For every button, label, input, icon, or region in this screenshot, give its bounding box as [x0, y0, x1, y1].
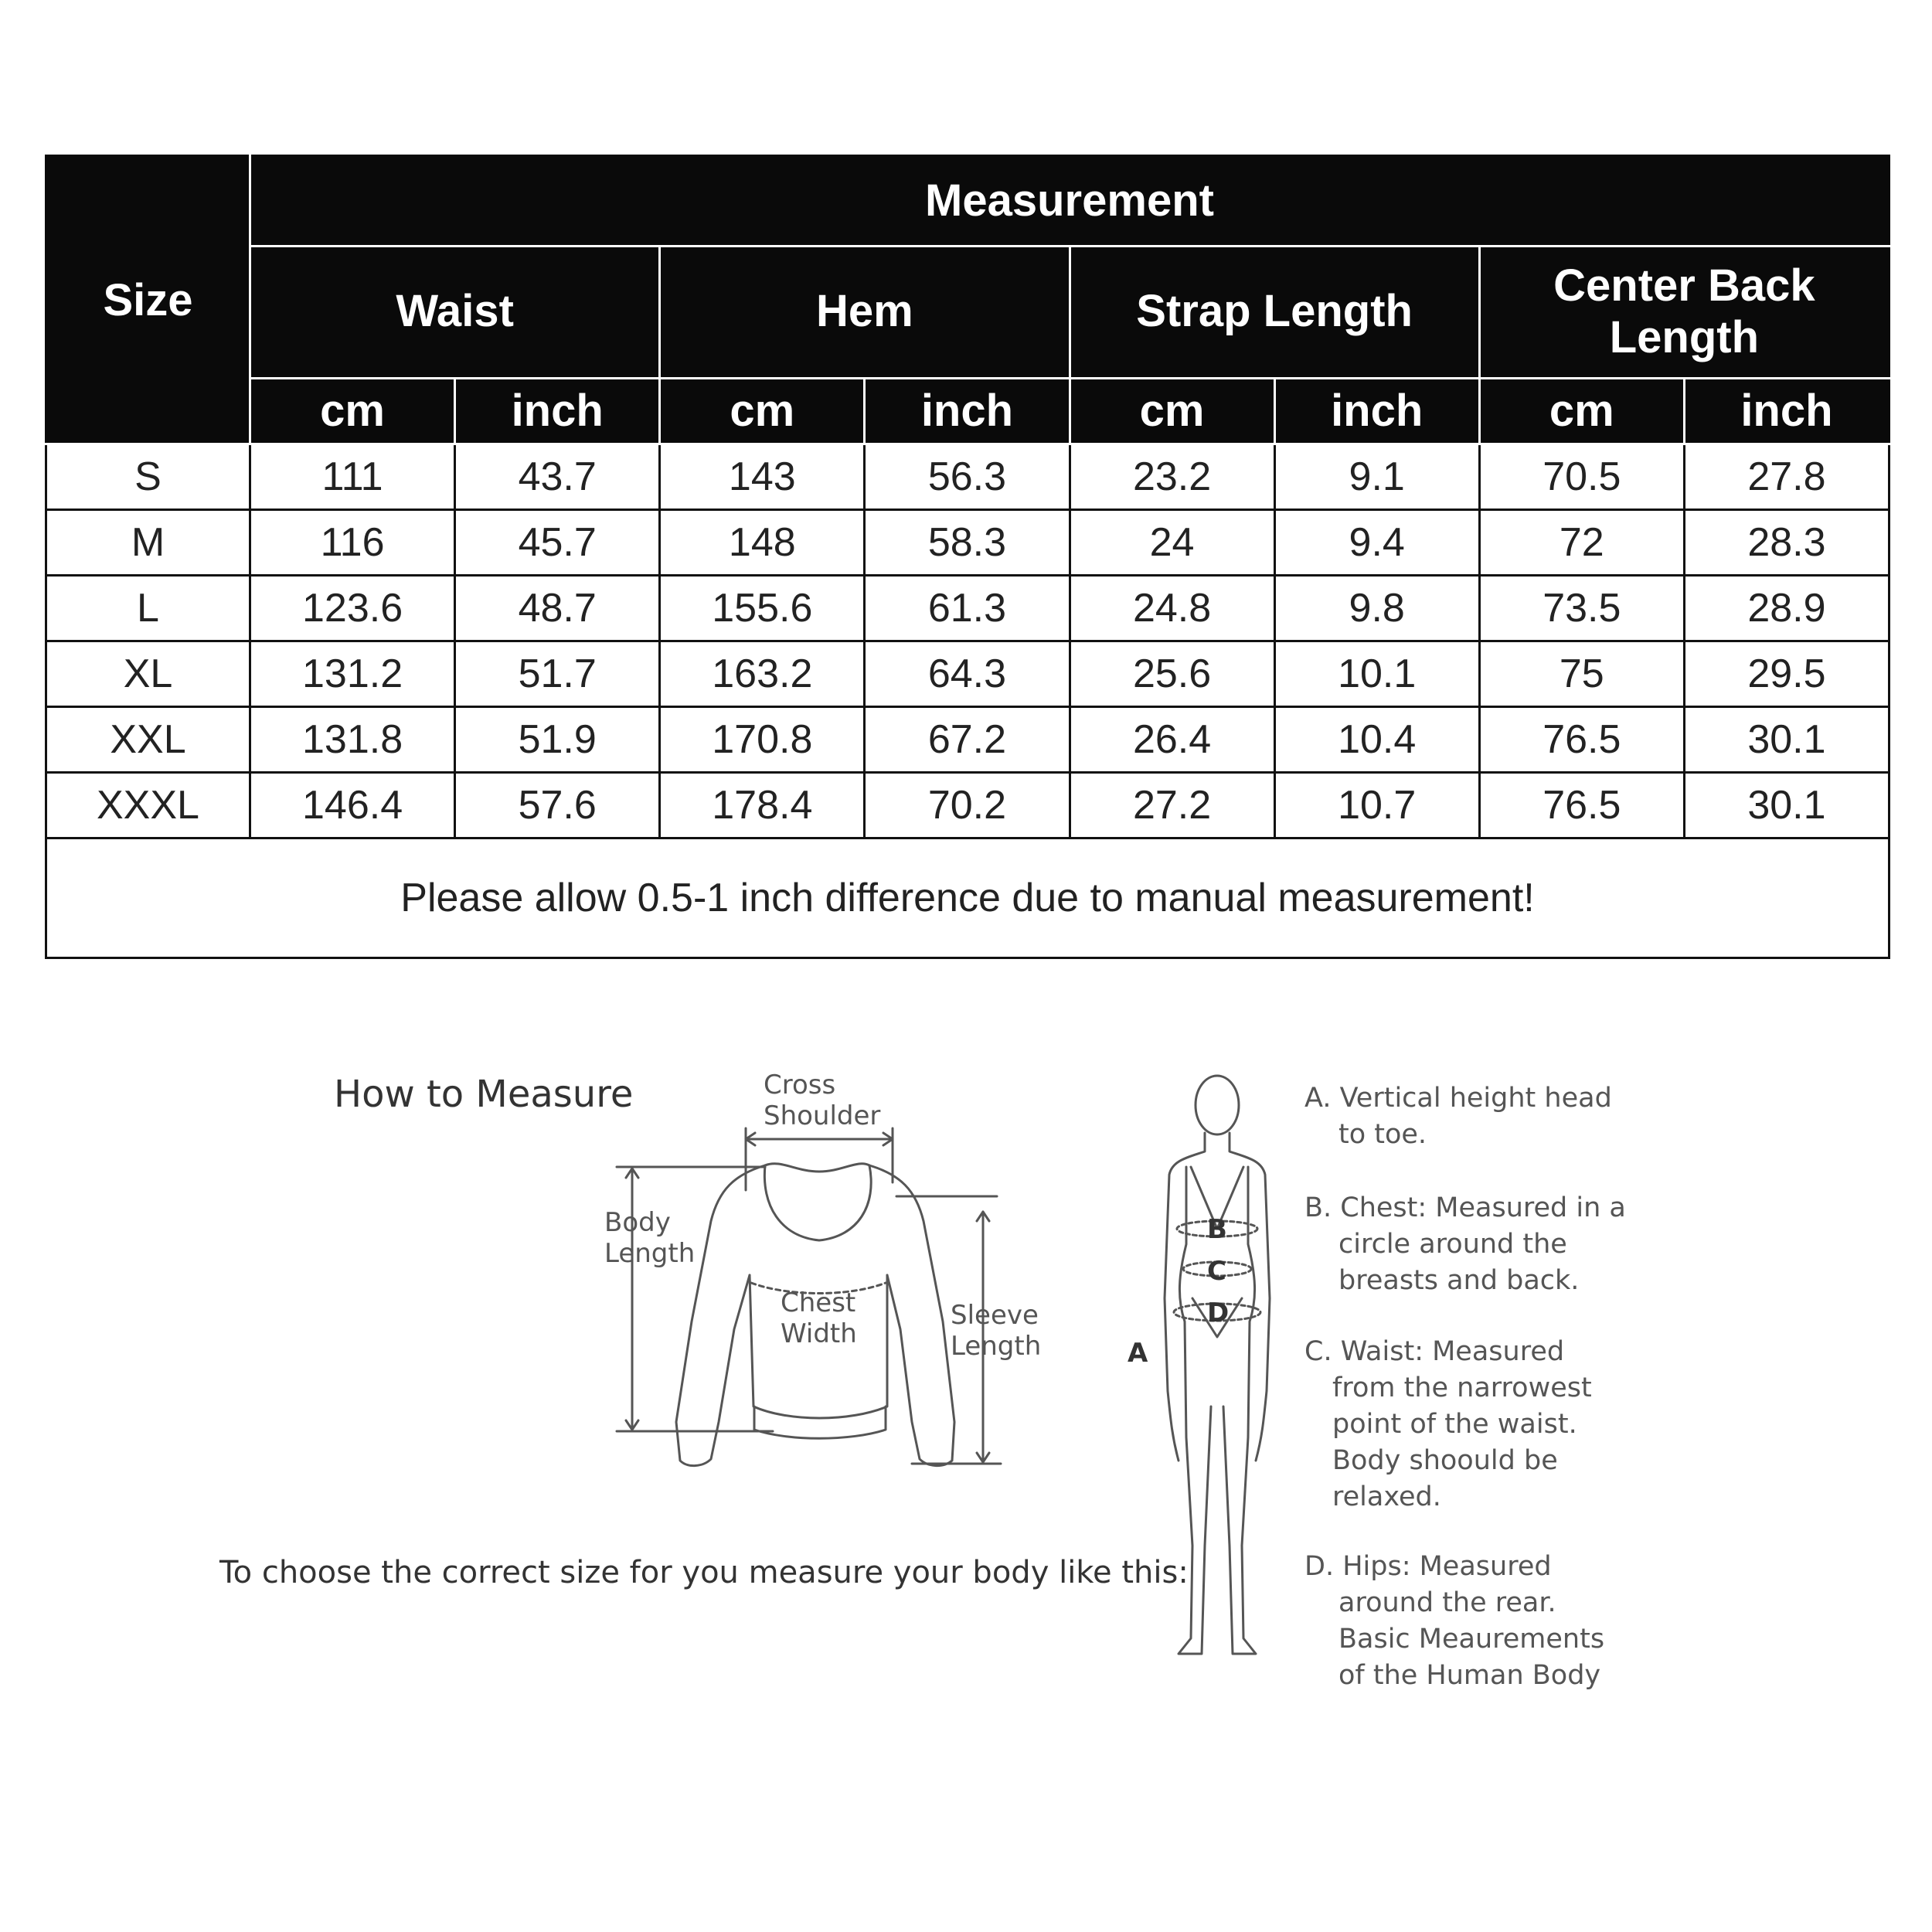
value-cell: 131.8 — [250, 707, 455, 773]
garment-diagram — [603, 1097, 1036, 1499]
body-length-label-line2: Length — [604, 1238, 696, 1269]
note-line: relaxed. — [1332, 1481, 1441, 1512]
value-cell: 28.3 — [1684, 510, 1889, 576]
value-cell: 170.8 — [660, 707, 865, 773]
header-row-measurement — [46, 156, 1889, 247]
waist-header: Waist — [250, 246, 660, 378]
measurement-note: Please allow 0.5-1 inch difference due to manual measurement! — [46, 838, 1889, 958]
sleeve-length-label-line2: Length — [951, 1331, 1042, 1362]
size-cell: L — [46, 576, 250, 641]
header-row-groups — [46, 246, 1889, 378]
value-cell: 9.1 — [1274, 444, 1479, 510]
right-leg-outline — [1223, 1167, 1256, 1654]
note-line: A. Vertical height head — [1304, 1083, 1612, 1114]
value-cell: 43.7 — [455, 444, 660, 510]
marker-b: B — [1207, 1214, 1227, 1245]
size-cell: XL — [46, 641, 250, 707]
value-cell: 76.5 — [1479, 707, 1684, 773]
note-line: B. Chest: Measured in a — [1304, 1192, 1626, 1223]
header-row-units — [46, 378, 1889, 444]
value-cell: 9.8 — [1274, 576, 1479, 641]
note-line: breasts and back. — [1338, 1265, 1580, 1296]
unit-header: inch — [1274, 378, 1479, 444]
value-cell: 75 — [1479, 641, 1684, 707]
marker-d: D — [1207, 1298, 1230, 1328]
value-cell: 67.2 — [865, 707, 1070, 773]
size-chart-table — [45, 155, 1890, 959]
table-row — [46, 707, 1889, 773]
value-cell: 9.4 — [1274, 510, 1479, 576]
size-cell: M — [46, 510, 250, 576]
right-sleeve-outline — [869, 1165, 954, 1466]
value-cell: 70.5 — [1479, 444, 1684, 510]
note-waist — [1304, 1334, 1629, 1515]
value-cell: 56.3 — [865, 444, 1070, 510]
value-cell: 30.1 — [1684, 773, 1889, 838]
value-cell: 57.6 — [455, 773, 660, 838]
head-icon — [1196, 1076, 1239, 1134]
unit-header: cm — [250, 378, 455, 444]
unit-header: cm — [1070, 378, 1274, 444]
unit-header: cm — [660, 378, 865, 444]
sweater-body — [750, 1275, 887, 1418]
measurement-header: Measurement — [250, 156, 1889, 247]
unit-header: cm — [1479, 378, 1684, 444]
strap-length-header: Strap Length — [1070, 246, 1479, 378]
unit-header: inch — [455, 378, 660, 444]
value-cell: 143 — [660, 444, 865, 510]
value-cell: 26.4 — [1070, 707, 1274, 773]
value-cell: 58.3 — [865, 510, 1070, 576]
left-arm-outline — [1165, 1133, 1205, 1461]
size-cell: XXXL — [46, 773, 250, 838]
value-cell: 64.3 — [865, 641, 1070, 707]
value-cell: 73.5 — [1479, 576, 1684, 641]
note-line: to toe. — [1338, 1119, 1427, 1150]
hem-header: Hem — [660, 246, 1070, 378]
value-cell: 131.2 — [250, 641, 455, 707]
note-row — [46, 838, 1889, 958]
value-cell: 72 — [1479, 510, 1684, 576]
neckline-scoop — [764, 1165, 871, 1240]
sweater-hem — [754, 1406, 886, 1438]
value-cell: 70.2 — [865, 773, 1070, 838]
note-vertical-height — [1304, 1080, 1629, 1153]
value-cell: 148 — [660, 510, 865, 576]
note-line: Basic Meaurements — [1338, 1624, 1605, 1655]
table-row — [46, 576, 1889, 641]
size-cell: XXL — [46, 707, 250, 773]
value-cell: 23.2 — [1070, 444, 1274, 510]
sleeve-length-label-line1: Sleeve — [951, 1300, 1039, 1331]
note-line: of the Human Body — [1338, 1660, 1601, 1691]
chest-width-label-line1: Chest — [781, 1287, 856, 1318]
note-hips — [1304, 1549, 1629, 1694]
value-cell: 163.2 — [660, 641, 865, 707]
table-row — [46, 444, 1889, 510]
value-cell: 24 — [1070, 510, 1274, 576]
note-chest — [1304, 1190, 1629, 1299]
body-length-label-line1: Body — [604, 1207, 671, 1238]
chest-width-line — [751, 1283, 886, 1294]
note-line: C. Waist: Measured — [1304, 1336, 1565, 1367]
value-cell: 24.8 — [1070, 576, 1274, 641]
value-cell: 178.4 — [660, 773, 865, 838]
how-to-measure-title: How to Measure — [334, 1073, 634, 1116]
value-cell: 51.9 — [455, 707, 660, 773]
right-arm-outline — [1230, 1133, 1270, 1461]
note-line: around the rear. — [1338, 1587, 1556, 1618]
value-cell: 48.7 — [455, 576, 660, 641]
choose-size-instruction: To choose the correct size for you measure your body like this: — [219, 1555, 1189, 1590]
cross-shoulder-label-line1: Cross — [764, 1070, 836, 1100]
value-cell: 10.4 — [1274, 707, 1479, 773]
chest-width-label-line2: Width — [781, 1318, 857, 1349]
note-line: D. Hips: Measured — [1304, 1551, 1552, 1582]
value-cell: 123.6 — [250, 576, 455, 641]
value-cell: 30.1 — [1684, 707, 1889, 773]
table-row — [46, 641, 1889, 707]
table-row — [46, 773, 1889, 838]
note-line: circle around the — [1338, 1229, 1567, 1260]
center-back-length-header: Center Back Length — [1479, 246, 1889, 378]
value-cell: 61.3 — [865, 576, 1070, 641]
value-cell: 10.7 — [1274, 773, 1479, 838]
body-figure-diagram — [1124, 1066, 1310, 1669]
value-cell: 111 — [250, 444, 455, 510]
marker-a: A — [1128, 1338, 1148, 1369]
note-line: point of the waist. — [1332, 1409, 1577, 1440]
unit-header: inch — [865, 378, 1070, 444]
left-leg-outline — [1179, 1167, 1211, 1654]
note-line: from the narrowest — [1332, 1372, 1592, 1403]
value-cell: 10.1 — [1274, 641, 1479, 707]
value-cell: 27.8 — [1684, 444, 1889, 510]
cross-shoulder-label-line2: Shoulder — [764, 1100, 881, 1131]
marker-c: C — [1207, 1256, 1226, 1287]
value-cell: 76.5 — [1479, 773, 1684, 838]
value-cell: 116 — [250, 510, 455, 576]
table-row — [46, 510, 1889, 576]
value-cell: 155.6 — [660, 576, 865, 641]
value-cell: 29.5 — [1684, 641, 1889, 707]
value-cell: 28.9 — [1684, 576, 1889, 641]
unit-header: inch — [1684, 378, 1889, 444]
note-line: Body shoould be — [1332, 1445, 1558, 1476]
value-cell: 146.4 — [250, 773, 455, 838]
value-cell: 51.7 — [455, 641, 660, 707]
neckline-top — [765, 1164, 869, 1172]
size-header: Size — [46, 156, 250, 444]
value-cell: 25.6 — [1070, 641, 1274, 707]
value-cell: 27.2 — [1070, 773, 1274, 838]
value-cell: 45.7 — [455, 510, 660, 576]
size-cell: S — [46, 444, 250, 510]
